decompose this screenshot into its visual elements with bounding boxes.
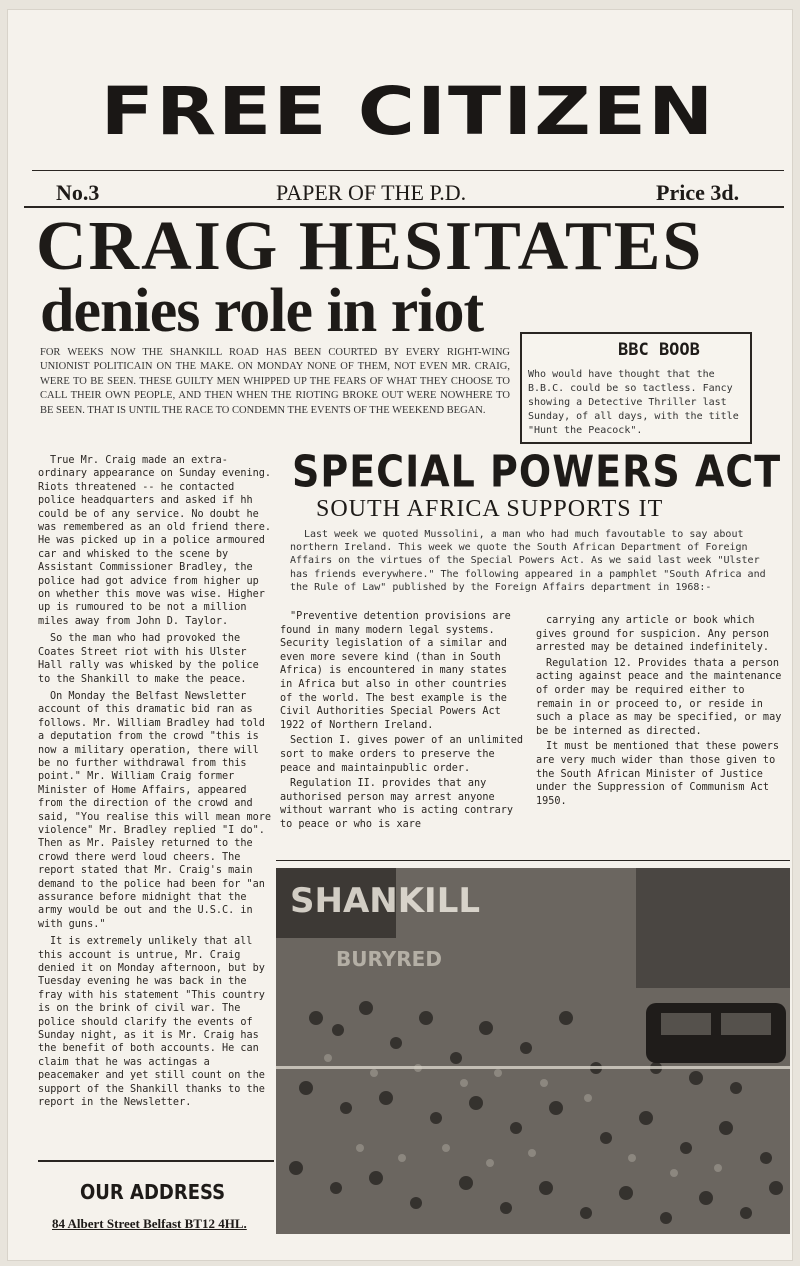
price: Price 3d. xyxy=(656,180,740,205)
photo-sign: BURYRED xyxy=(336,947,442,971)
left-paragraph: So the man who had provoked the Coates Street riot with his Ulster Hall rally was whisked by the police to the Shankill to make the peace. xyxy=(38,633,259,685)
address-title: OUR ADDRESS xyxy=(80,1180,226,1204)
bbc-boob-box xyxy=(520,332,752,444)
feature-middle-column xyxy=(280,610,524,834)
masthead: FREE CITIZEN xyxy=(100,73,716,151)
left-paragraph: On Monday the Belfast Newsletter account of this dramatic bid ran as follows. Mr. William Bradley had told a deputation from the crowd "this is now a military operation, there will be no further withdrawal from this point." Mr. William Craig former Minister of Home Affairs, appeared from the direction of the crowd and said, "You realise this will mean more violence" Mr. Bradley replied "I do". Then as Mr. Paisley returned to the crowd there werd loud cheers. The report stated that Mr. Craig's main demand to the police had been for "an assurance before midnight that the army would be out and the U.S.C. in with guns." xyxy=(38,690,272,930)
feature-paragraph: Section I. gives power of an unlimited sort to make orders to preserve the peace and maintainpublic order. xyxy=(280,735,524,774)
feature-paragraph: Regulation 12. Provides thata a person acting against peace and the maintenance of order may be required either to remain in or proceed to, or reside in such a place as may be specified, or may be be interned as directed. xyxy=(536,657,782,737)
issue-number: No.3 xyxy=(56,180,100,205)
feature-subtitle: SOUTH AFRICA SUPPORTS IT xyxy=(316,496,664,522)
rule-top xyxy=(32,170,784,171)
tagline: PAPER OF THE P.D. xyxy=(276,180,467,205)
bbc-boob-text: Who would have thought that the B.B.C. could be so tactless. Fancy showing a Detective Thriller last Sunday, of all days, with the title "Hunt the Peacock". xyxy=(528,369,739,436)
left-paragraph: True Mr. Craig made an extra-ordinary appearance on Sunday evening. Riots threatened -- he contacted police headquarters and asked if hh could be of any service. No doubt he was remembered as an old friend there. He was picked up in a police armoured car and whisked to the scene by Assistant Commissioner Bradley, the police had got advice from higher up on whether this move was wise. Higher up is rumoured to be not a million miles away from John D. Taylor. xyxy=(38,455,272,627)
photo-banner: SHANKILL xyxy=(290,881,481,921)
sub-headline: denies role in riot xyxy=(40,277,484,345)
feature-paragraph: "Preventive detention provisions are found in many modern legal systems. Security legislation of a similar and even more severe kind (than in South Africa) is encountered in many states in Africa but also in other countries of the world. The best example is the Civil Authorities Special Powers Act 1922 of Northern Ireland. xyxy=(280,611,511,731)
feature-paragraph: It must be mentioned that these powers are very much wider than those given to the South African Minister of Justice under the Suppression of Communism Act 1950. xyxy=(536,741,780,807)
rule-above-photo xyxy=(276,860,790,861)
main-headline: CRAIG HESITATES xyxy=(36,208,704,285)
left-paragraph: It is extremely unlikely that all this account is untrue, Mr. Craig denied it on Monday afternoon, but by Tuesday evening he was back in the fray with his statement "This country is on the brink of civil war. The police should clarify the events of Sunday night, as it is Mr. Craig has the benefit of both accounts. He can claim that he was actingas a peacemaker and yet still count on the support of the Shankill thanks to the report in the Newsletter. xyxy=(38,936,265,1109)
left-column xyxy=(38,454,276,1114)
rule-above-address xyxy=(38,1160,274,1162)
feature-title: SPECIAL POWERS ACT xyxy=(292,446,782,497)
feature-intro: Last week we quoted Mussolini, a man who had much favoutable to say about northern Ireland. This week we quote the South African Department of Foreign Affairs on the virtues of the Special Powers Act. As we said last week "Ulster has friends everywhere." The following appeared in a pamphlet "South Africa and the Rule of Law" published by the Foreign Affairs department in 1968:- xyxy=(290,529,766,593)
feature-right-column xyxy=(536,614,786,810)
address-line: 84 Albert Street Belfast BT12 4HL. xyxy=(52,1216,247,1231)
bbc-boob-title: BBC BOOB xyxy=(618,340,700,360)
feature-paragraph: carrying any article or book which gives ground for suspicion. Any person arrested may be detained indefinitely. xyxy=(536,615,770,654)
crowd-photo xyxy=(276,868,790,1234)
newspaper-page xyxy=(8,10,792,1260)
lead-paragraph: FOR WEEKS NOW THE SHANKILL ROAD HAS BEEN COURTED BY EVERY RIGHT-WING UNIONIST POLITICAIN ON THE MAKE. ON MONDAY NONE OF THEM, NOT EVEN MR. CRAIG, WERE TO BE SEEN. THESE GUILTY MEN WHIPPED UP THE FEARS OF WHAT THEY CHOOSE TO CALL THEIR OWN PEOPLE, AND THEN WHEN THE RIOTING BROKE OUT WERE NOWHERE TO BE SEEN. THAT IS UNTIL THE RACE TO CONDEMN THE EVENTS OF THE WEEKEND BEGAN. xyxy=(40,347,510,416)
crowd-photo-art xyxy=(276,868,790,1234)
feature-paragraph: Regulation II. provides that any authorised person may arrest anyone without warrant who is acting contrary to peace or who is xare xyxy=(280,778,514,830)
